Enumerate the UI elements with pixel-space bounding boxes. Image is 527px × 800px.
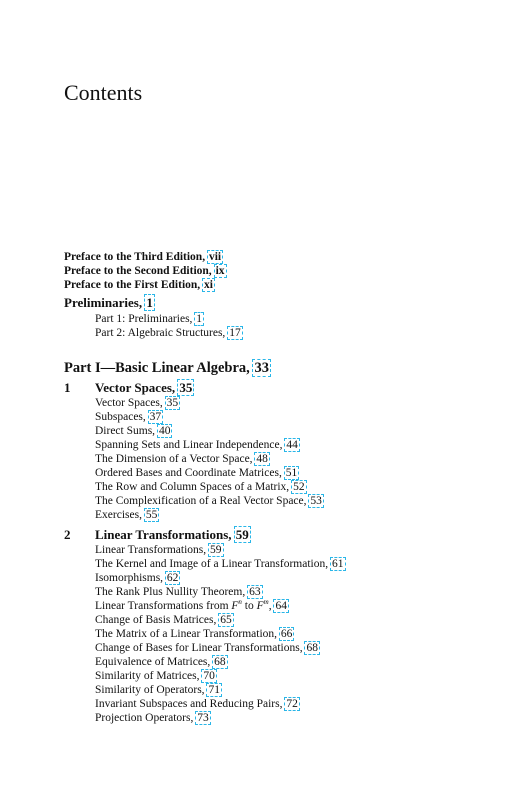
toc-entry	[95, 669, 216, 683]
page-link[interactable]: 35	[166, 397, 179, 409]
chapter-title: Vector Spaces,	[95, 380, 176, 395]
toc-heading-part-1	[64, 359, 270, 377]
toc-entry	[95, 438, 299, 452]
toc-entry-label: Similarity of Matrices,	[95, 670, 200, 682]
toc-entry	[95, 424, 171, 438]
toc-entry	[95, 557, 345, 571]
page-link[interactable]: 66	[280, 628, 293, 640]
toc-entry	[95, 655, 227, 669]
chapter-number: 1	[64, 380, 71, 395]
page-link[interactable]: 59	[235, 527, 249, 542]
toc-entry	[95, 466, 298, 480]
page-link[interactable]: vii	[208, 251, 222, 263]
toc-entry	[95, 711, 210, 725]
page-link[interactable]: xi	[204, 279, 213, 291]
toc-entry-label: Part 1: Preliminaries,	[95, 313, 193, 325]
page-link[interactable]: 35	[179, 380, 193, 395]
toc-entry-preface-third	[64, 250, 222, 264]
page-link[interactable]: 62	[166, 572, 179, 584]
chapter-number: 2	[64, 527, 71, 542]
toc-entry-label: Invariant Subspaces and Reducing Pairs,	[95, 698, 283, 710]
toc-entry	[95, 543, 223, 557]
toc-entry-label: Exercises,	[95, 509, 142, 521]
page-link[interactable]: 53	[310, 495, 322, 507]
page-link[interactable]: 48	[256, 453, 268, 465]
page-link[interactable]: 65	[220, 614, 232, 626]
toc-entry-label: The Dimension of a Vector Space,	[95, 453, 253, 465]
toc-entry	[95, 396, 179, 410]
toc-entry-label: Linear Transformations,	[95, 544, 207, 556]
page-link[interactable]: 71	[208, 684, 220, 696]
toc-entry	[95, 312, 203, 326]
toc-entry-preface-first	[64, 278, 214, 292]
page-link[interactable]: 73	[197, 712, 209, 724]
toc-entry	[95, 627, 293, 641]
page-link[interactable]: 51	[285, 467, 298, 479]
toc-entry-label: Linear Transformations from	[95, 600, 229, 612]
toc-entry	[95, 683, 221, 697]
toc-entry	[95, 697, 299, 711]
page-link[interactable]: 33	[254, 360, 269, 376]
page-link[interactable]: 59	[210, 544, 222, 556]
chapter-title: Linear Transformations,	[95, 527, 232, 542]
toc-entry-label: Spanning Sets and Linear Independence,	[95, 439, 283, 451]
toc-heading-preliminaries	[64, 295, 154, 311]
math-symbol: $F^m$	[256, 598, 269, 612]
toc-entry-label: The Rank Plus Nullity Theorem,	[95, 586, 246, 598]
toc-entry-label: Preface to the First Edition,	[64, 279, 201, 291]
page-link[interactable]: ix	[215, 265, 225, 277]
toc-entry-label: The Matrix of a Linear Transformation,	[95, 628, 278, 640]
toc-entry	[95, 452, 269, 466]
page-link[interactable]: 70	[203, 670, 215, 682]
page-link[interactable]: 55	[145, 509, 158, 521]
toc-entry-label: Projection Operators,	[95, 712, 194, 724]
toc-entry	[95, 508, 158, 522]
page-link[interactable]: 1	[196, 313, 203, 325]
page-link[interactable]: 37	[149, 411, 162, 423]
toc-entry-label: The Row and Column Spaces of a Matrix,	[95, 481, 290, 493]
toc-entry-label: Preface to the Third Edition,	[64, 251, 206, 263]
toc-entry-label: Similarity of Operators,	[95, 684, 205, 696]
toc-entry	[95, 410, 162, 424]
toc-entry-label: Preface to the Second Edition,	[64, 265, 212, 277]
toc-entry: Linear Transformations from $F^n$ to $F^m$, 64	[95, 598, 287, 612]
toc-entry	[95, 613, 233, 627]
toc-entry	[95, 494, 323, 508]
page-link[interactable]: 72	[286, 698, 298, 710]
page-title: Contents	[64, 80, 143, 105]
page-link[interactable]: 1	[146, 295, 153, 310]
page-link[interactable]: 64	[275, 600, 287, 612]
toc-entry-label: Change of Basis Matrices,	[95, 614, 217, 626]
page-link[interactable]: 61	[332, 558, 344, 570]
page-link[interactable]: 40	[158, 425, 171, 437]
toc-entry	[95, 571, 179, 585]
page-link[interactable]: 68	[214, 656, 226, 668]
toc-entry-label: Subspaces,	[95, 411, 146, 423]
toc-entry	[95, 480, 306, 494]
toc-entry-label: The Complexification of a Real Vector Space,	[95, 495, 307, 507]
page-link[interactable]: 52	[293, 481, 305, 493]
math-symbol: $F^n$	[231, 598, 242, 612]
toc-chapter-2	[64, 527, 250, 543]
page-link[interactable]: 17	[229, 327, 241, 339]
page-link[interactable]: 44	[286, 439, 298, 451]
toc-entry-label: Equivalence of Matrices,	[95, 656, 211, 668]
toc-heading-label: Preliminaries,	[64, 295, 143, 310]
toc-entry-label: Part 2: Algebraic Structures,	[95, 327, 226, 339]
toc-entry-label: Change of Bases for Linear Transformations,	[95, 642, 303, 654]
page-link[interactable]: 68	[306, 642, 318, 654]
toc-entry-label: Isomorphisms,	[95, 572, 164, 584]
toc-entry-preface-second	[64, 264, 226, 278]
toc-entry	[95, 641, 319, 655]
toc-entry-label: The Kernel and Image of a Linear Transformation,	[95, 558, 329, 570]
toc-entry	[95, 326, 242, 340]
toc-entry-label: Direct Sums,	[95, 425, 156, 437]
toc-entry-label: Ordered Bases and Coordinate Matrices,	[95, 467, 282, 479]
page-link[interactable]: 63	[249, 586, 261, 598]
toc-chapter-1	[64, 380, 193, 396]
connector-word: to	[244, 600, 254, 612]
toc-entry-label: Vector Spaces,	[95, 397, 163, 409]
toc-entry	[95, 585, 262, 599]
toc-heading-label: Part I—Basic Linear Algebra,	[64, 360, 250, 376]
